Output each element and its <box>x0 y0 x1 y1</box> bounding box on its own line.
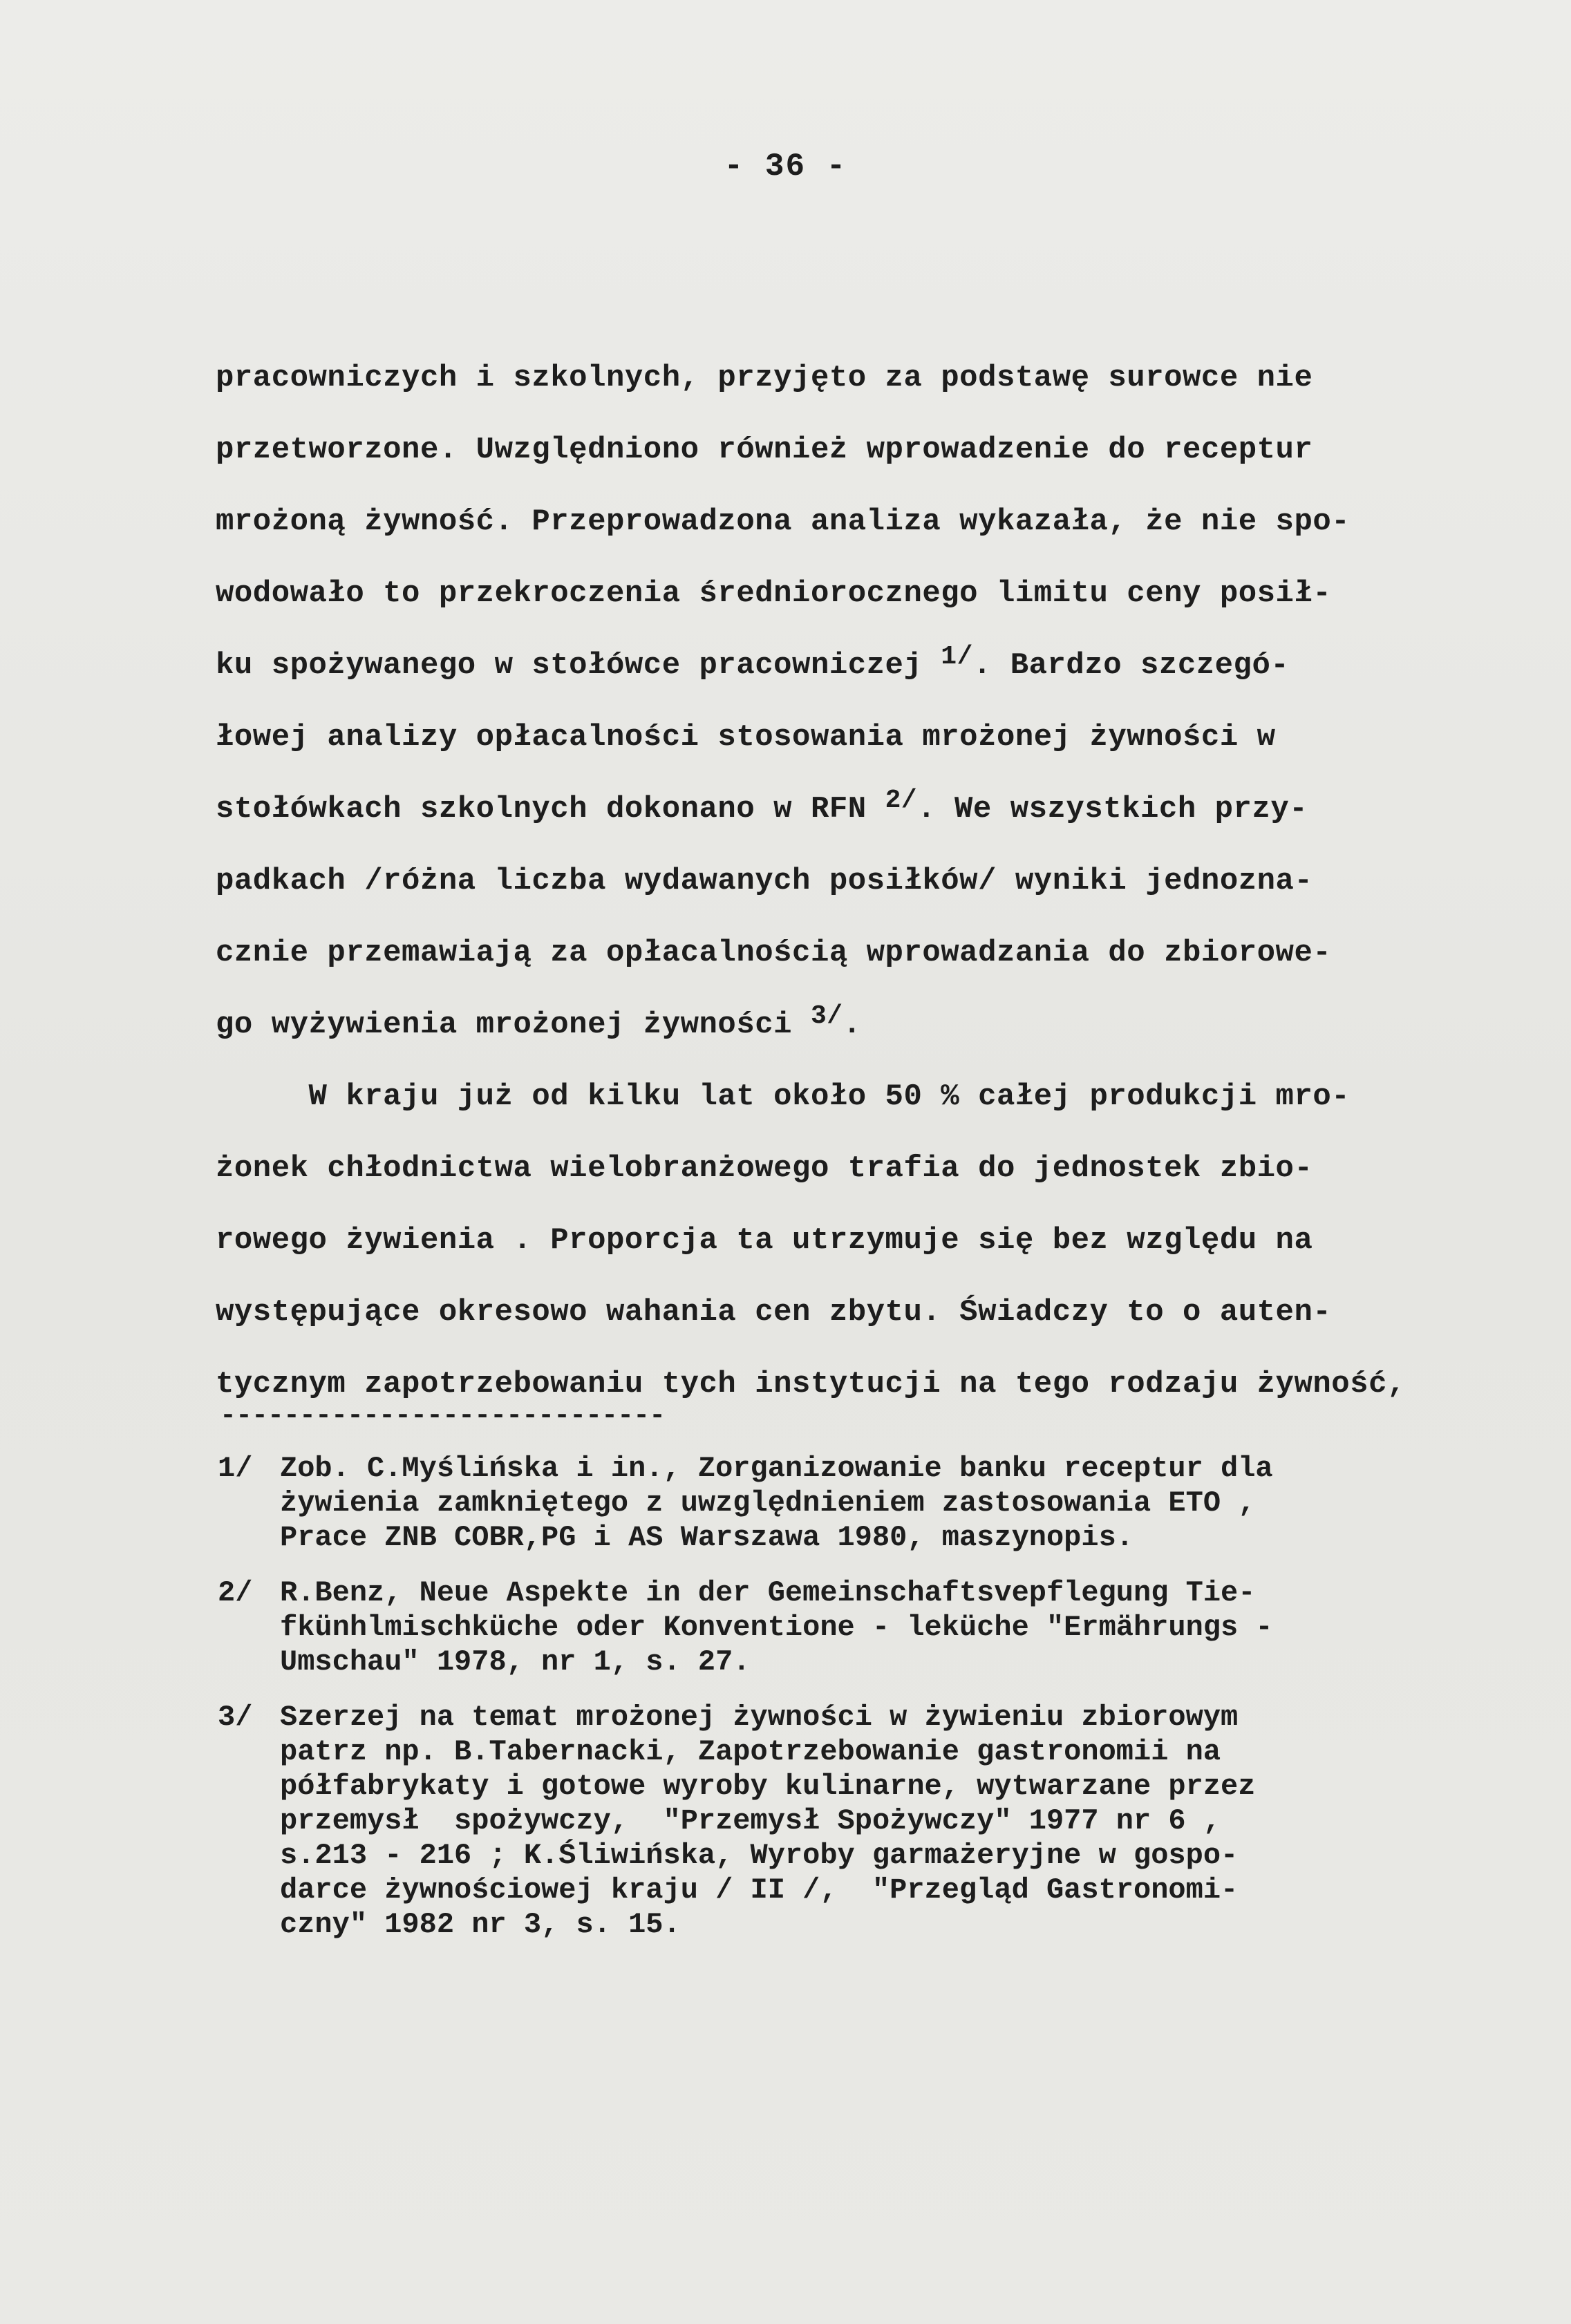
footnote-1 <box>218 1451 1552 1555</box>
footnote-3 <box>218 1700 1552 1942</box>
line-text: stołówkach szkolnych dokonano w RFN <box>216 792 885 826</box>
paragraph-2-line-3: rowego żywienia . Proporcja ta utrzymuje się bez względu na <box>216 1223 1313 1258</box>
paragraph-2-line-2: żonek chłodnictwa wielobranżowego trafia do jednostek zbio- <box>216 1151 1313 1186</box>
line-tail: . We wszystkich przy- <box>917 792 1308 826</box>
footnote-line: Umschau" 1978, nr 1, s. 27. <box>280 1645 751 1679</box>
footnote-line: fkünhlmischküche oder Konventione - leküche "Ermährungs - <box>280 1611 1273 1644</box>
line-tail: . <box>843 1008 862 1042</box>
paragraph-2-line-5: tycznym zapotrzebowaniu tych instytucji na tego rodzaju żywność, <box>216 1367 1406 1401</box>
footnote-ref-1: 1/ <box>941 642 973 672</box>
paragraph-1-line-6: łowej analizy opłacalności stosowania mrożonej żywności w <box>216 720 1276 755</box>
paragraph-1-line-7 <box>216 773 1543 845</box>
footnote-line: darce żywnościowej kraju / II /, "Przegląd Gastronomi- <box>280 1873 1239 1907</box>
line-text: ku spożywanego w stołówce pracowniczej <box>216 648 941 683</box>
footnote-ref-3: 3/ <box>810 1001 843 1031</box>
paragraph-1-line-5 <box>216 630 1543 701</box>
body-text <box>216 342 1543 1420</box>
footnote-number: 3/ <box>218 1701 253 1734</box>
paragraph-1-line-10 <box>216 989 1543 1061</box>
footnote-line: s.213 - 216 ; K.Śliwińska, Wyroby garmażeryjne w gospo- <box>280 1839 1239 1872</box>
footnote-number: 2/ <box>218 1576 253 1609</box>
footnote-line: R.Benz, Neue Aspekte in der Gemeinschaftsvepflegung Tie- <box>280 1576 1256 1609</box>
line-text: go wyżywienia mrożonej żywności <box>216 1008 811 1042</box>
footnotes <box>218 1451 1552 1963</box>
paragraph-2-line-4: występujące okresowo wahania cen zbytu. Świadczy to o auten- <box>216 1295 1332 1330</box>
paragraph-2-line-1: W kraju już od kilku lat około 50 % całej produkcji mro- <box>216 1079 1351 1114</box>
paragraph-1-line-9: cznie przemawiają za opłacalnością wprowadzania do zbiorowe- <box>216 936 1332 970</box>
line-tail: . Bardzo szczegó- <box>972 648 1290 683</box>
footnote-2 <box>218 1576 1552 1679</box>
footnote-line: Prace ZNB COBR,PG i AS Warszawa 1980, maszynopis. <box>280 1521 1134 1554</box>
footnote-line: patrz np. B.Tabernacki, Zapotrzebowanie gastronomii na <box>280 1735 1221 1768</box>
footnote-line: półfabrykaty i gotowe wyroby kulinarne, wytwarzane przez <box>280 1770 1256 1803</box>
footnote-line: żywienia zamkniętego z uwzględnieniem zastosowania ETO , <box>280 1486 1256 1520</box>
footnote-separator: ---------------------------- <box>220 1401 666 1432</box>
footnote-ref-2: 2/ <box>885 786 918 815</box>
footnote-line: Szerzej na temat mrożonej żywności w żywieniu zbiorowym <box>280 1701 1239 1734</box>
footnote-line: czny" 1982 nr 3, s. 15. <box>280 1908 681 1941</box>
page-number: - 36 - <box>724 149 847 185</box>
footnote-line: przemysł spożywczy, "Przemysł Spożywczy" 1977 nr 6 , <box>280 1804 1221 1838</box>
paragraph-1-line-3: mrożoną żywność. Przeprowadzona analiza wykazała, że nie spo- <box>216 504 1351 539</box>
paragraph-1-line-1: pracowniczych i szkolnych, przyjęto za podstawę surowce nie <box>216 361 1313 395</box>
footnote-number: 1/ <box>218 1452 253 1485</box>
paragraph-1-line-2: przetworzone. Uwzględniono również wprowadzenie do receptur <box>216 433 1313 467</box>
paragraph-1-line-4: wodowało to przekroczenia średniorocznego limitu ceny posił- <box>216 576 1332 611</box>
paragraph-1-line-8: padkach /różna liczba wydawanych posiłków/ wyniki jednozna- <box>216 864 1313 898</box>
footnote-line: Zob. C.Myślińska i in., Zorganizowanie banku receptur dla <box>280 1452 1273 1485</box>
